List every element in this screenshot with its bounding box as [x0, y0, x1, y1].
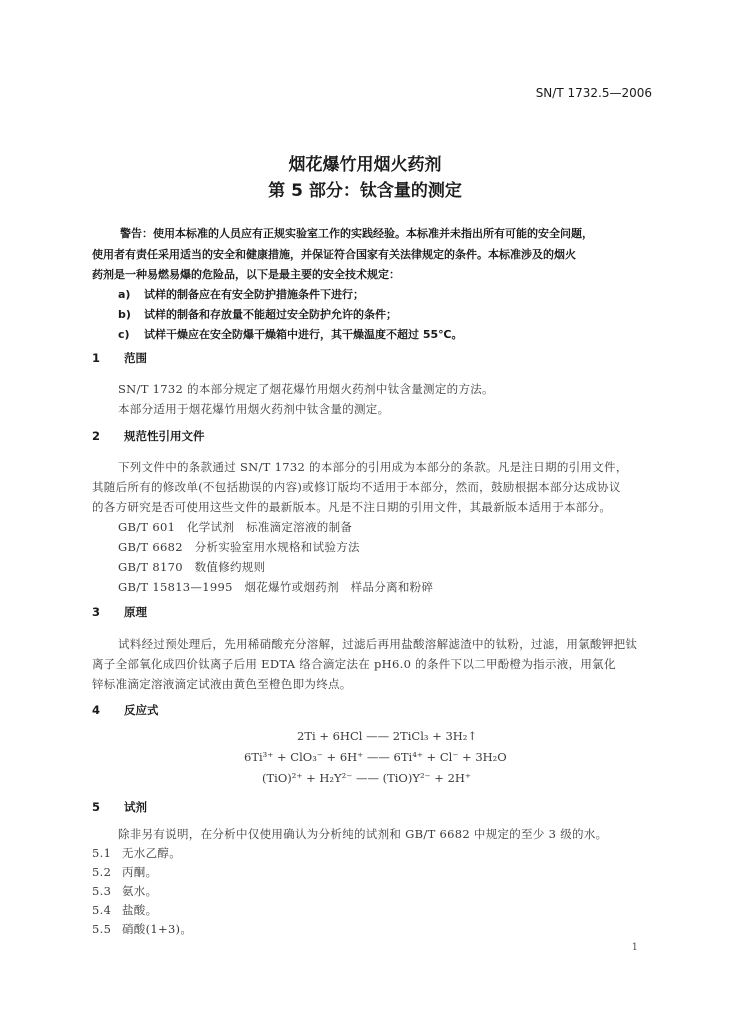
- reagent-number: 5.4: [92, 903, 112, 917]
- section-title: 反应式: [124, 703, 159, 717]
- reagent-number: 5.1: [92, 846, 112, 860]
- warning-line-3: 药剂是一种易燃易爆的危险品，以下是最主要的安全技术规定：: [92, 268, 400, 281]
- warning-item: [118, 286, 364, 302]
- reaction-equation: (TiO)²⁺ + H₂Y²⁻ —— (TiO)Y²⁻ + 2H⁺: [262, 771, 471, 785]
- section-5-intro: 除非另有说明，在分析中仅使用确认为分析纯的试剂和 GB/T 6682 中规定的至少 3 级的水。: [118, 827, 608, 841]
- reagent-item: [92, 921, 192, 937]
- section-1-line-1: SN/T 1732 的本部分规定了烟花爆竹用烟火药剂中钛含量测定的方法。: [118, 382, 494, 396]
- reagent-text: 硝酸(1+3)。: [122, 922, 193, 936]
- section-number: 1: [92, 351, 101, 365]
- section-2-line-2: 其随后所有的修改单(不包括勘误的内容)或修订版均不适用于本部分，然而，鼓励根据本部分达成协议: [92, 480, 621, 494]
- section-3-line-3: 锌标准滴定溶液滴定试液由黄色至橙色即为终点。: [92, 677, 352, 691]
- warning-item-text: 试样的制备应在有安全防护措施条件下进行；: [144, 288, 364, 301]
- title-line-1: 烟花爆竹用烟火药剂: [288, 155, 442, 175]
- reference-item: GB/T 601 化学试剂 标准滴定溶液的制备: [118, 520, 353, 534]
- section-number: 4: [92, 703, 101, 717]
- section-2-line-1: 下列文件中的条款通过 SN/T 1732 的本部分的引用成为本部分的条款。凡是注日期的引用文件，: [118, 460, 628, 474]
- section-title: 试剂: [124, 800, 147, 814]
- warning-item-label: c): [118, 328, 130, 341]
- section-3-line-2: 离子全部氧化成四价钛离子后用 EDTA 络合滴定法在 pH6.0 的条件下以二甲酚橙为指示液，用氯化: [92, 657, 616, 671]
- reagent-number: 5.3: [92, 884, 112, 898]
- reference-item: GB/T 15813—1995 烟花爆竹或烟药剂 样品分离和粉碎: [118, 580, 434, 594]
- reagent-item: [92, 864, 157, 880]
- section-number: 2: [92, 429, 101, 443]
- section-1-line-2: 本部分适用于烟花爆竹用烟火药剂中钛含量的测定。: [118, 402, 390, 416]
- reaction-equation: 6Ti³⁺ + ClO₃⁻ + 6H⁺ —— 6Ti⁴⁺ + Cl⁻ + 3H₂O: [244, 750, 507, 764]
- reaction-equation: 2Ti + 6HCl —— 2TiCl₃ + 3H₂↑: [297, 729, 478, 743]
- section-2-heading: [92, 428, 205, 444]
- warning-item: [118, 326, 462, 342]
- section-number: 5: [92, 800, 101, 814]
- standard-number: SN/T 1732.5—2006: [535, 86, 652, 100]
- section-4-heading: [92, 702, 159, 718]
- section-title: 范围: [124, 351, 147, 365]
- reagent-text: 盐酸。: [122, 903, 158, 917]
- section-title: 原理: [124, 605, 147, 619]
- section-title: 规范性引用文件: [124, 429, 205, 443]
- reagent-item: [92, 845, 181, 861]
- title-line-2: 第 5 部分：钛含量的测定: [268, 181, 462, 201]
- reagent-text: 无水乙醇。: [122, 846, 181, 860]
- section-number: 3: [92, 605, 101, 619]
- reference-item: GB/T 8170 数值修约规则: [118, 560, 266, 574]
- section-3-line-1: 试料经过预处理后，先用稀硝酸充分溶解，过滤后再用盐酸溶解滤渣中的钛粉，过滤，用氯酸钾把钛: [118, 637, 638, 651]
- reagent-item: [92, 883, 157, 899]
- section-5-heading: [92, 799, 147, 815]
- section-3-heading: [92, 604, 147, 620]
- warning-line-1: 警告：使用本标准的人员应有正规实验室工作的实践经验。本标准并未指出所有可能的安全问题，: [120, 227, 593, 240]
- reference-item: GB/T 6682 分析实验室用水规格和试验方法: [118, 540, 360, 554]
- reagent-number: 5.2: [92, 865, 112, 879]
- reagent-item: [92, 902, 157, 918]
- reagent-text: 氨水。: [122, 884, 158, 898]
- warning-item-label: b): [118, 308, 131, 321]
- warning-item-text: 试样的制备和存放量不能超过安全防护允许的条件；: [144, 308, 397, 321]
- warning-item-text: 试样干燥应在安全防爆干燥箱中进行，其干燥温度不超过 55℃。: [144, 328, 463, 341]
- warning-line-2: 使用者有责任采用适当的安全和健康措施，并保证符合国家有关法律规定的条件。本标准涉及的烟火: [92, 248, 576, 261]
- section-1-heading: [92, 350, 147, 366]
- warning-item-label: a): [118, 288, 131, 301]
- reagent-text: 丙酮。: [122, 865, 158, 879]
- warning-item: [118, 306, 397, 322]
- section-2-line-3: 的各方研究是否可使用这些文件的最新版本。凡是不注日期的引用文件，其最新版本适用于本部分。: [92, 500, 612, 514]
- page-number: 1: [631, 942, 638, 953]
- reagent-number: 5.5: [92, 922, 112, 936]
